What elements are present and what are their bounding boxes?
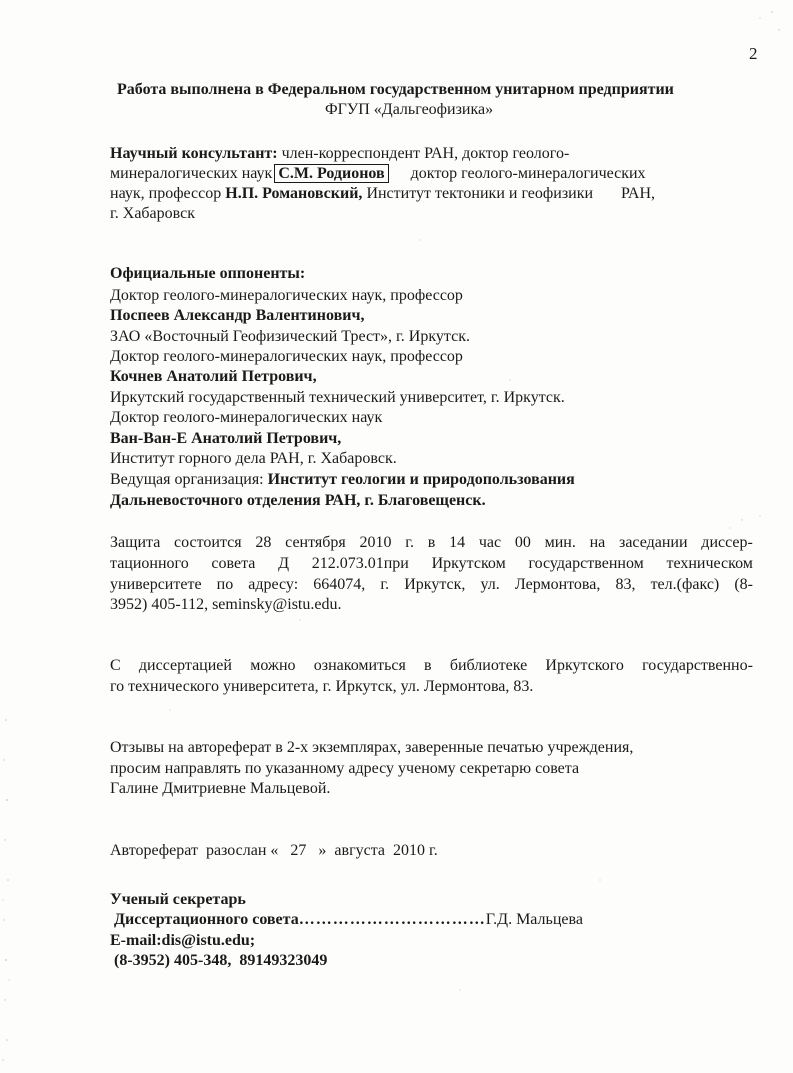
word: университете xyxy=(110,576,202,593)
consultant-line-3 xyxy=(110,184,655,204)
opponent-3-degree: Доктор геолого-минералогических наук xyxy=(110,409,383,426)
mailing-day: 27 xyxy=(290,842,307,859)
secretary-email: E-mail:dis@istu.edu; xyxy=(110,932,256,949)
word: 83, xyxy=(615,576,636,593)
opponent-2-org: Иркутский государственный технический университет, г. Иркутск. xyxy=(110,389,565,406)
reviews-line-2: просим направлять по указанному адресу ученому секретарю совета xyxy=(110,760,580,777)
consultant-name-2: Н.П. Романовский, xyxy=(225,185,363,202)
header-line-1: Работа выполнена в Федеральном государственном унитарном предприятии xyxy=(117,81,674,98)
word: Иркутск, xyxy=(404,576,466,593)
opponent-1-name: Поспеев Александр Валентинович, xyxy=(110,307,365,324)
word: диссер- xyxy=(701,534,753,551)
lead-org-line-1 xyxy=(110,470,575,490)
word: ознакомиться xyxy=(313,657,406,674)
lead-org-label: Ведущая организация: xyxy=(110,471,264,488)
word: 212.073.01при xyxy=(311,555,409,572)
word: ул. xyxy=(480,576,500,593)
word: 2010 xyxy=(359,534,392,551)
word: г. xyxy=(405,534,415,551)
word: библиотеке xyxy=(449,657,528,674)
word: техническом xyxy=(666,555,753,572)
reviews-line-1: Отзывы на автореферат в 2-х экземплярах, заверенные печатью учреждения, xyxy=(110,739,634,756)
lead-org-name-2: Дальневосточного отделения РАН, г. Благовещенск. xyxy=(110,492,486,509)
lead-org-name-1: Институт геологии и природопользования xyxy=(267,471,575,488)
word: Защита xyxy=(110,534,161,551)
word: Иркутском xyxy=(431,555,506,572)
word: совета xyxy=(211,555,256,572)
word: Д xyxy=(278,555,290,572)
consultant-text-3: доктор геолого-минералогических xyxy=(410,165,646,182)
word: на xyxy=(589,534,606,551)
consultant-ran: РАН, xyxy=(621,185,656,202)
opponent-3-org: Институт горного дела РАН, г. Хабаровск. xyxy=(110,450,397,467)
opponents-label: Официальные оппоненты: xyxy=(110,265,306,282)
word: состоится xyxy=(174,534,242,551)
word: тационного xyxy=(110,555,189,572)
mailing-line xyxy=(110,841,438,861)
secretary-dots: …………………………… xyxy=(298,911,486,928)
opponent-2-name: Кочнев Анатолий Петрович, xyxy=(110,368,317,385)
reviews-line-3: Галине Дмитриевне Мальцевой. xyxy=(110,780,331,797)
consultant-text-1: член-корреспондент РАН, доктор геолого- xyxy=(281,145,570,162)
word: сентября xyxy=(285,534,346,551)
secretary-title-1: Ученый секретарь xyxy=(110,891,246,908)
secretary-phones: (8-3952) 405-348, 89149323049 xyxy=(114,952,328,969)
word: г. xyxy=(380,576,390,593)
defense-line-2 xyxy=(110,554,753,574)
word: С xyxy=(110,657,121,674)
word: в xyxy=(427,534,436,551)
library-line-2: го технического университета, г. Иркутск, ул. Лермонтова, 83. xyxy=(110,678,534,695)
word: в xyxy=(424,657,432,674)
word: 14 xyxy=(449,534,466,551)
header-line-2: ФГУП «Дальгеофизика» xyxy=(325,101,494,118)
consultant-line-1 xyxy=(110,144,569,164)
word: 00 xyxy=(514,534,531,551)
word: час xyxy=(478,534,502,551)
word: диссертацией xyxy=(138,657,232,674)
opponent-2-degree: Доктор геолого-минералогических наук, профессор xyxy=(110,348,463,365)
opponent-1-org: ЗАО «Восточный Геофизический Трест», г. Иркутск. xyxy=(110,328,470,345)
word: заседании xyxy=(619,534,688,551)
secretary-name: Г.Д. Мальцева xyxy=(485,911,583,928)
consultant-institute: Институт тектоники и геофизики xyxy=(366,185,594,202)
word: государственно- xyxy=(642,657,753,674)
word: (8- xyxy=(734,576,753,593)
word: Иркутского xyxy=(545,657,624,674)
secretary-line-2 xyxy=(114,910,583,930)
page-number: 2 xyxy=(749,44,758,63)
consultant-line-2 xyxy=(110,164,646,184)
opponent-3-name: Ван-Ван-Е Анатолий Петрович, xyxy=(110,430,342,447)
word: Лермонтова, xyxy=(514,576,601,593)
consultant-label: Научный консультант: xyxy=(110,145,278,162)
consultant-name-boxed: С.М. Родионов xyxy=(274,164,388,183)
defense-line-1 xyxy=(110,533,753,553)
word: по xyxy=(216,576,234,593)
word: можно xyxy=(250,657,296,674)
consultant-text-2: минералогических наук xyxy=(110,165,273,182)
defense-line-3 xyxy=(110,575,753,595)
word: 28 xyxy=(255,534,272,551)
word: государственном xyxy=(528,555,644,572)
word: 664074, xyxy=(313,576,366,593)
mailing-suffix: » августа 2010 г. xyxy=(318,842,438,859)
word: адресу: xyxy=(248,576,299,593)
defense-line-4: 3952) 405-112, seminsky@istu.edu. xyxy=(110,596,342,613)
mailing-prefix: Автореферат разослан « xyxy=(110,842,279,859)
word: мин. xyxy=(544,534,576,551)
library-line-1 xyxy=(110,656,753,676)
secretary-title-2: Диссертационного совета xyxy=(114,911,299,928)
consultant-text-4: наук, профессор xyxy=(110,185,222,202)
consultant-line-4: г. Хабаровск xyxy=(110,205,195,222)
word: тел.(факс) xyxy=(650,576,720,593)
opponent-1-degree: Доктор геолого-минералогических наук, профессор xyxy=(110,287,463,304)
